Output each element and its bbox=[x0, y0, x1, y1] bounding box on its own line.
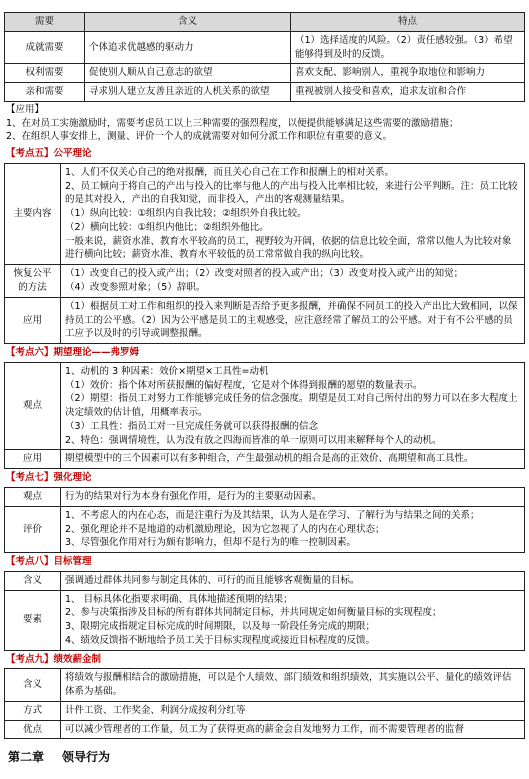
application-line: 2、在组织人事安排上，测量、评价一个人的成就需要对如何分派工作和职位有重要的意义。 bbox=[6, 131, 393, 143]
need-name: 亲和需要 bbox=[5, 83, 85, 102]
row-label: 观点 bbox=[5, 362, 61, 450]
table-row bbox=[5, 64, 525, 83]
row-content bbox=[61, 362, 525, 450]
text-line: 3、尽管强化作用对行为颇有影响力，但却不是行为的唯一控制因素。 bbox=[65, 537, 357, 549]
needs-table-header bbox=[5, 13, 525, 32]
table-row bbox=[5, 701, 525, 720]
row-label: 主要内容 bbox=[5, 163, 61, 264]
row-content bbox=[61, 265, 525, 298]
text-line: （1）纵向比较：①组织内自我比较；②组织外自我比较。 bbox=[65, 208, 307, 220]
row-label: 含义 bbox=[5, 669, 61, 702]
application-line: 1、在对员工实施激励时，需要考虑员工以上三种需要的强烈程度，以便提供能够满足这些需要的激励措施； bbox=[6, 117, 459, 129]
need-trait: 重视被别人接受和喜欢，追求友谊和合作 bbox=[291, 83, 525, 102]
text-line: 1、 目标具体化指要求明确、具体地描述预期的结果； bbox=[65, 593, 293, 605]
text-line: 3、限期完成指规定目标完成的时间期限，以及每一阶段任务完成的期限； bbox=[65, 621, 376, 633]
section-heading-expectancy: 【考点六】期望理论——弗罗姆 bbox=[6, 347, 140, 359]
text-line: （2）期望：指员工对努力工作能够完成任务的信念强度。期望是员工对自己所付出的努力可以在多大程度上决定绩效的估计值，用概率表示。 bbox=[65, 393, 518, 419]
needs-header-need: 需要 bbox=[5, 13, 85, 32]
needs-header-trait: 特点 bbox=[291, 13, 525, 32]
table-row bbox=[5, 163, 525, 264]
table-row bbox=[5, 265, 525, 298]
text-line: （1）改变自己的投入或产出；（2）改变对照者的投入或产出；（3）改变对投入或产出的知觉； bbox=[65, 268, 464, 280]
row-label: 恢复公平的方法 bbox=[5, 265, 61, 298]
row-content: 将绩效与报酬相结合的激励措施，可以是个人绩效、部门绩效和组织绩效，其实施以公平、量化的绩效评估体系为基础。 bbox=[61, 669, 525, 702]
row-label: 含义 bbox=[5, 571, 61, 590]
text-line: 1、动机的 3 种因素：效价×期望×工具性=动机 bbox=[65, 365, 269, 377]
chapter-heading bbox=[4, 749, 525, 766]
section-heading-mbo: 【考点八】目标管理 bbox=[6, 556, 92, 568]
text-line: （1）效价：指个体对所获报酬的偏好程度，它是对个体得到报酬的愿望的数量表示。 bbox=[65, 379, 423, 391]
table-row bbox=[5, 450, 525, 469]
chapter-number: 第二章 bbox=[8, 750, 45, 765]
needs-table bbox=[4, 12, 525, 102]
table-row bbox=[5, 571, 525, 590]
row-label: 评价 bbox=[5, 506, 61, 552]
reinforcement-table bbox=[4, 487, 525, 553]
row-label: 优点 bbox=[5, 720, 61, 739]
text-line: （2）横向比较：①组织内他比；②组织外他比。 bbox=[65, 221, 269, 233]
row-content: 行为的结果对行为本身有强化作用，是行为的主要驱动因素。 bbox=[61, 487, 525, 506]
mbo-table bbox=[4, 571, 525, 651]
text-line: （3）工具性：指员工对一旦完成任务就可以获得报酬的信念 bbox=[65, 420, 319, 432]
need-meaning: 促使别人顺从自己意志的欲望 bbox=[85, 64, 291, 83]
table-row bbox=[5, 297, 525, 343]
row-label: 要素 bbox=[5, 590, 61, 650]
section-heading-merit-pay: 【考点九】绩效薪金制 bbox=[6, 653, 102, 665]
need-trait: 喜欢支配、影响别人，重视争取地位和影响力 bbox=[291, 64, 525, 83]
document-page bbox=[4, 0, 525, 767]
expectancy-table bbox=[4, 362, 525, 469]
section-heading-equity: 【考点五】公平理论 bbox=[6, 148, 92, 160]
row-content bbox=[61, 590, 525, 650]
application-section bbox=[4, 102, 525, 145]
row-content: 强调通过群体共同参与制定具体的、可行的而且能够客观衡量的目标。 bbox=[61, 571, 525, 590]
text-line: 1、不考虑人的内在心态，而是注重行为及其结果，认为人是在学习、了解行为与结果之间的关系； bbox=[65, 509, 480, 521]
merit-pay-table bbox=[4, 668, 525, 739]
row-content: 期望模型中的三个因素可以有多种组合，产生最强动机的组合是高的正效价、高期望和高工具性。 bbox=[61, 450, 525, 469]
table-row bbox=[5, 487, 525, 506]
text-line: 一般来说，薪资水准、教育水平较高的员工，视野较为开阔，依据的信息比较全面，常常以他人为比较对象进行横向比较；薪资水准、教育水平较低的员工常常做自我的纵向比较。 bbox=[65, 235, 512, 261]
row-content bbox=[61, 163, 525, 264]
table-row bbox=[5, 362, 525, 450]
application-title: 【应用】 bbox=[6, 103, 45, 115]
need-trait: （1）选择适度的风险。（2）责任感较强。（3）希望能够得到及时的反馈。 bbox=[291, 31, 525, 64]
section-heading-reinforcement: 【考点七】强化理论 bbox=[6, 472, 92, 484]
text-line: 4、绩效反馈指不断地给予员工关于目标实现程度或接近目标程度的反馈。 bbox=[65, 634, 376, 646]
text-line: 2、参与决策指涉及目标的所有群体共同制定目标，并共同规定如何衡量目标的实现程度； bbox=[65, 607, 442, 619]
equity-table bbox=[4, 163, 525, 344]
table-row bbox=[5, 31, 525, 64]
need-name: 成就需要 bbox=[5, 31, 85, 64]
table-row bbox=[5, 506, 525, 552]
text-line: 2、特色：强调情境性，认为没有放之四海而皆准的单一原则可以用来解释每个人的动机。 bbox=[65, 434, 442, 446]
needs-header-meaning: 含义 bbox=[85, 13, 291, 32]
row-content bbox=[61, 506, 525, 552]
need-meaning: 个体追求优越感的驱动力 bbox=[85, 31, 291, 64]
table-row bbox=[5, 720, 525, 739]
row-content: 可以减少管理者的工作量，员工为了获得更高的薪金会自发地努力工作，而不需要管理者的监督 bbox=[61, 720, 525, 739]
row-label: 观点 bbox=[5, 487, 61, 506]
row-label: 应用 bbox=[5, 450, 61, 469]
text-line: 2、强化理论并不是地道的动机激励理论，因为它忽视了人的内在心理状态； bbox=[65, 523, 385, 535]
chapter-title: 领导行为 bbox=[62, 750, 111, 765]
table-row bbox=[5, 83, 525, 102]
row-content: 计件工资、工作奖金、利润分成按利分红等 bbox=[61, 701, 525, 720]
text-line: 2、员工倾向于将自己的产出与投入的比率与他人的产出与投入比率相比较，来进行公平判断。注：员工比较的是其对投入，产出的自我知觉，而非投入，产出的客观测量结果。 bbox=[65, 180, 518, 206]
table-row bbox=[5, 669, 525, 702]
need-name: 权利需要 bbox=[5, 64, 85, 83]
row-label: 应用 bbox=[5, 297, 61, 343]
need-meaning: 寻求别人建立友善且亲近的人机关系的欲望 bbox=[85, 83, 291, 102]
text-line: （4）改变参照对象；（5）辞职。 bbox=[65, 282, 206, 294]
table-row bbox=[5, 590, 525, 650]
row-content: （1）根据员工对工作和组织的投入来判断是否给予更多报酬，并确保不同员工的投入产出比大致相同，以保持员工的公平感。（2）因为公平感是员工的主观感受，应注意经常了解员工的公平感。对于有不公平感的员工应予以及时的引导或调整报酬。 bbox=[61, 297, 525, 343]
row-label: 方式 bbox=[5, 701, 61, 720]
text-line: 1、人们不仅关心自己的绝对报酬，而且关心自己在工作和报酬上的相对关系。 bbox=[65, 166, 395, 178]
